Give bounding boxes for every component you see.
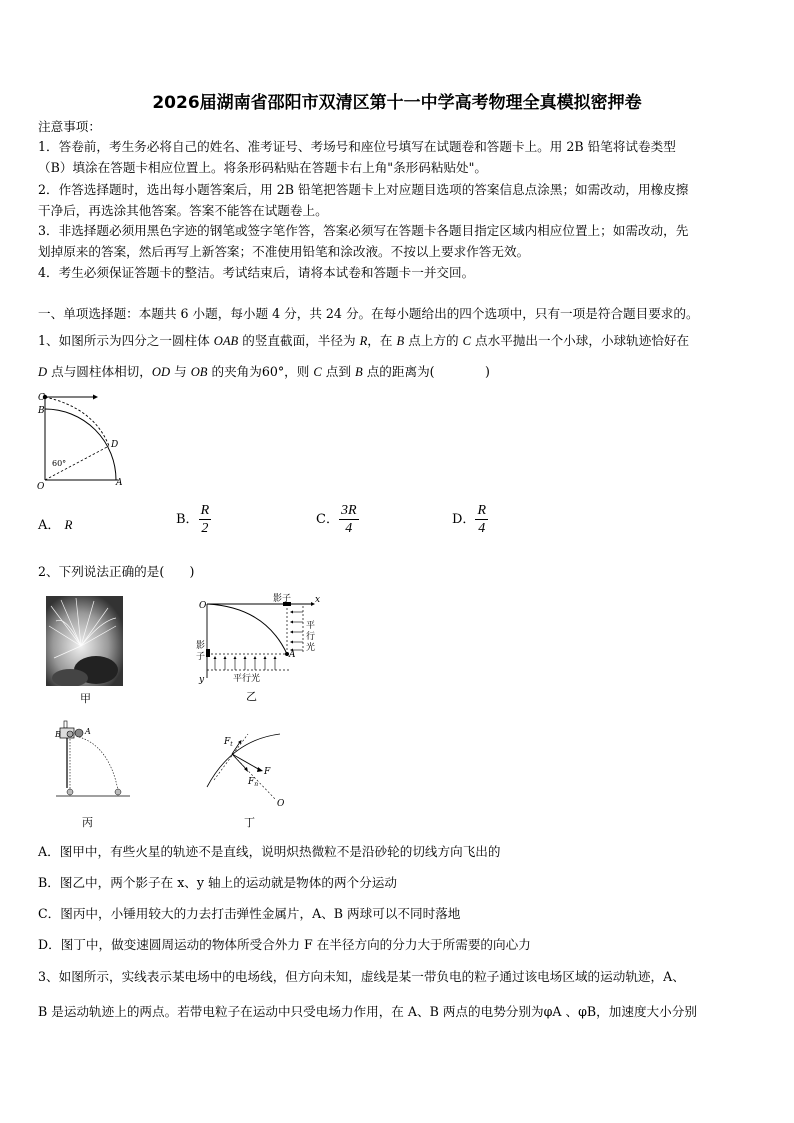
fig-ding-label-ft: $F_t$ bbox=[224, 737, 233, 748]
fig-yi-shadow-left: 影 bbox=[196, 641, 206, 651]
fig-yi-shadow-projection bbox=[195, 592, 325, 684]
question-1-stem-line2: D 点与圆柱体相切，OD 与 OB 的夹角为60°，则 C 点到 B 点的距离为( ) bbox=[38, 364, 490, 379]
section-heading: 一、单项选择题：本题共 6 小题，每小题 4 分，共 24 分。在每小题给出的四个选项中，只有一项是符合题目要求的。 bbox=[38, 306, 699, 321]
question-3-stem-line1: 3、如图所示，实线表示某电场中的电场线，但方向未知，虚线是某一带负电的粒子通过该电场区域的运动轨迹，A、 bbox=[38, 969, 685, 984]
fig-yi-label-x: x bbox=[315, 595, 321, 605]
fig-jia-grinder-sparks-photo bbox=[46, 596, 123, 686]
notice-line: 划掉原来的答案，然后再写上新答案；不准使用铅笔和涂改液。不按以上要求作答无效。 bbox=[38, 244, 530, 259]
question-1-figure bbox=[36, 388, 136, 492]
fig-bing-label-b: B bbox=[55, 730, 61, 739]
fig-yi-shadow-left: 子 bbox=[196, 652, 206, 662]
q2-option-d[interactable]: D．图丁中，做变速圆周运动的物体所受合外力 F 在半径方向的分力大于所需要的向心力 bbox=[38, 937, 531, 952]
fig-yi-label-a: A bbox=[289, 650, 296, 660]
fig-ding-label-fn: $F_n$ bbox=[248, 777, 259, 788]
notice-line: 2．作答选择题时，选出每小题答案后，用 2B 铅笔把答题卡上对应题目选项的答案信息点涂黑；如需改动，用橡皮擦 bbox=[38, 182, 689, 197]
q1-option-a[interactable]: A． R bbox=[38, 517, 73, 533]
notice-line: 4．考生必须保证答题卡的整洁。考试结束后，请将本试卷和答题卡一并交回。 bbox=[38, 265, 475, 280]
notice-line: （B）填涂在答题卡相应位置上。将条形码粘贴在答题卡右上角"条形码粘贴处"。 bbox=[38, 160, 488, 175]
fig-yi-label-o: O bbox=[199, 601, 207, 611]
fig-ding-label-o: O bbox=[277, 799, 285, 809]
q2-option-a[interactable]: A．图甲中，有些火星的轨迹不是直线，说明炽热微粒不是沿砂轮的切线方向飞出的 bbox=[38, 844, 501, 859]
fig-ding-label-f: F bbox=[264, 767, 271, 777]
fig1-label-a: A bbox=[116, 478, 123, 488]
q1-option-d[interactable]: D． $\frac{R}{4}$ bbox=[452, 503, 486, 536]
fig-bing-free-fall-experiment bbox=[54, 718, 134, 800]
fig-bing-label-a: A bbox=[85, 727, 91, 736]
fig-yi-label-y: y bbox=[199, 675, 205, 684]
caption-yi: 乙 bbox=[246, 690, 257, 703]
fig-yi-light-right: 平 bbox=[306, 621, 316, 631]
fig-yi-light-right: 行 bbox=[306, 632, 316, 642]
notice-line: 干净后，再选涂其他答案。答案不能答在试题卷上。 bbox=[38, 203, 328, 218]
fig1-label-d: D bbox=[111, 440, 119, 450]
fig1-angle-label: 60° bbox=[52, 459, 67, 468]
q2-option-b[interactable]: B．图乙中，两个影子在 x、y 轴上的运动就是物体的两个分运动 bbox=[38, 875, 397, 890]
question-1-stem-line1: 1、如图所示为四分之一圆柱体 OAB 的竖直截面，半径为 R，在 B 点上方的 C 点水平抛出一个小球，小球轨迹恰好在 bbox=[38, 333, 690, 348]
notice-line: 1．答卷前，考生务必将自己的姓名、准考证号、考场号和座位号填写在试题卷和答题卡上。用 2B 铅笔将试卷类型 bbox=[38, 139, 676, 154]
q2-option-c[interactable]: C．图丙中，小锤用较大的力去打击弹性金属片，A、B 两球可以不同时落地 bbox=[38, 906, 461, 921]
q1-option-c[interactable]: C． $\frac{3R}{4}$ bbox=[316, 503, 357, 536]
fig1-label-o: O bbox=[37, 482, 45, 492]
fig-yi-light-right: 光 bbox=[306, 643, 316, 653]
caption-bing: 丙 bbox=[82, 816, 93, 829]
caption-jia: 甲 bbox=[80, 692, 91, 705]
q1-option-b[interactable]: B． $\frac{R}{2}$ bbox=[176, 503, 210, 536]
question-2-stem: 2、下列说法正确的是( ) bbox=[38, 564, 195, 579]
fig1-label-c: C bbox=[38, 393, 45, 403]
notice-line: 3．非选择题必须用黑色字迹的钢笔或签字笔作答，答案必须写在答题卡各题目指定区域内相应位置上；如需改动，先 bbox=[38, 223, 689, 238]
fig-ding-circular-motion-forces bbox=[202, 732, 302, 810]
fig1-label-b: B bbox=[38, 406, 45, 416]
page-title: 2026届湖南省邵阳市双清区第十一中学高考物理全真模拟密押卷 bbox=[152, 93, 642, 113]
notice-heading: 注意事项： bbox=[38, 119, 101, 134]
question-3-stem-line2: B 是运动轨迹上的两点。若带电粒子在运动中只受电场力作用，在 A、B 两点的电势分别为φA 、φB，加速度大小分别 bbox=[38, 1004, 697, 1019]
caption-ding: 丁 bbox=[244, 816, 255, 829]
fig-yi-light-bottom: 平行光 bbox=[233, 674, 261, 684]
fig-yi-shadow-top: 影子 bbox=[273, 594, 292, 604]
